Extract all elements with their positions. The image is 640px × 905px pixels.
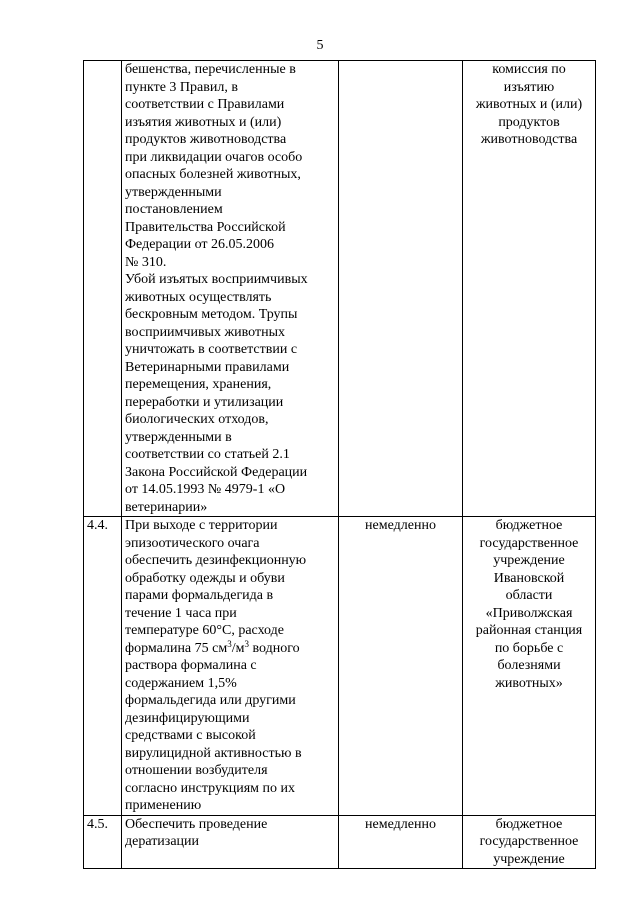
text-line: температуре 60°C, расходе [125, 623, 284, 638]
text-line: согласно инструкциям по их [125, 780, 296, 796]
text-line: пункте 3 Правил, в [125, 79, 238, 95]
text-line: бешенства, перечисленные в [125, 62, 296, 77]
text-line: парами формальдегида в [125, 588, 274, 603]
responsible-party [463, 815, 596, 869]
text-line: Ивановской [493, 570, 565, 586]
text-line: животных осуществлять [125, 289, 272, 305]
text-line: комиссия по [492, 62, 566, 77]
text-line: содержанием 1,5% [125, 675, 237, 691]
text-line: № 310. [125, 254, 167, 270]
text-line: отношении возбудителя [125, 763, 268, 778]
table-row [84, 517, 596, 816]
text-line: бюджетное [495, 816, 563, 832]
text-line: переработки и утилизации [125, 394, 284, 410]
text-line: дезинфицирующими [125, 710, 250, 726]
responsible-party [463, 61, 596, 517]
text-line: Федерации от 26.05.2006 [125, 237, 275, 252]
text-line: восприимчивых животных [125, 324, 285, 340]
text-line: соответствии со статьей 2.1 [125, 447, 290, 462]
text-line: Правительства Российской [125, 219, 286, 235]
page-number: 5 [316, 38, 324, 53]
text-line: перемещения, хранения, [125, 377, 272, 392]
text-line: вирулицидной активностью в [125, 745, 302, 761]
text-line: формальдегида или другими [125, 693, 296, 708]
text-line: продуктов [498, 114, 560, 130]
item-number: 4.5. [84, 815, 122, 869]
text-line: При выходе с территории [125, 518, 278, 533]
text-line: животных и (или) [475, 97, 583, 112]
table-row [84, 815, 596, 869]
text-line: обеспечить дезинфекционную [125, 553, 307, 568]
deadline [339, 61, 463, 517]
text-line: Обеспечить проведение [125, 816, 268, 832]
text-line: животных» [495, 675, 563, 691]
action-description [122, 815, 339, 869]
responsible-party [463, 517, 596, 816]
text-line: утвержденными [125, 184, 222, 200]
item-number [84, 61, 122, 517]
action-description [122, 61, 339, 517]
table-body [84, 61, 596, 869]
text-line: раствора формалина с [125, 658, 257, 673]
text-line: течение 1 часа при [125, 605, 237, 621]
deadline: немедленно [339, 815, 463, 869]
text-line: дератизации [125, 834, 200, 849]
text-line: районная станция [475, 623, 583, 638]
text-line: применению [125, 798, 202, 813]
text-line: государственное [479, 834, 579, 849]
text-line: болезнями [497, 658, 561, 673]
text-line: учреждение [493, 553, 565, 568]
text-line: Закона Российской Федерации [125, 464, 308, 480]
deadline: немедленно [339, 517, 463, 816]
text-line: уничтожать в соответствии с [125, 342, 298, 357]
text-line: области [505, 588, 553, 603]
text-line: соответствии с Правилами [125, 97, 285, 112]
text-line: от 14.05.1993 № 4979-1 «О [125, 482, 286, 497]
text-line: Ветеринарными правилами [125, 359, 290, 375]
text-line: животноводства [480, 132, 578, 147]
text-line: ветеринарии» [125, 499, 208, 515]
text-line: средствами с высокой [125, 728, 256, 743]
table-row [84, 61, 596, 517]
text-line: биологических отходов, [125, 412, 269, 427]
text-line: «Приволжская [485, 605, 573, 621]
text-line: обработку одежды и обуви [125, 570, 285, 586]
item-number: 4.4. [84, 517, 122, 816]
text-line: бескровным методом. Трупы [125, 307, 298, 322]
text-line: по борьбе с [494, 640, 564, 656]
text-line: постановлением [125, 202, 223, 217]
text-line: утвержденными в [125, 429, 232, 445]
text-line: изъятию [503, 79, 555, 95]
text-line: продуктов животноводства [125, 132, 287, 147]
text-line: при ликвидации очагов особо [125, 149, 303, 165]
text-line: изъятия животных и (или) [125, 114, 282, 130]
text-line: опасных болезней животных, [125, 167, 301, 182]
measures-table [83, 60, 596, 869]
text-line: учреждение [493, 851, 565, 867]
text-line: формалина 75 $см^3/м^3$ водного [125, 638, 300, 656]
text-line: эпизоотического очага [125, 535, 260, 551]
text-line: Убой изъятых восприимчивых [125, 272, 308, 287]
text-line: государственное [479, 535, 579, 551]
text-line: бюджетное [495, 518, 563, 533]
action-description [122, 517, 339, 816]
